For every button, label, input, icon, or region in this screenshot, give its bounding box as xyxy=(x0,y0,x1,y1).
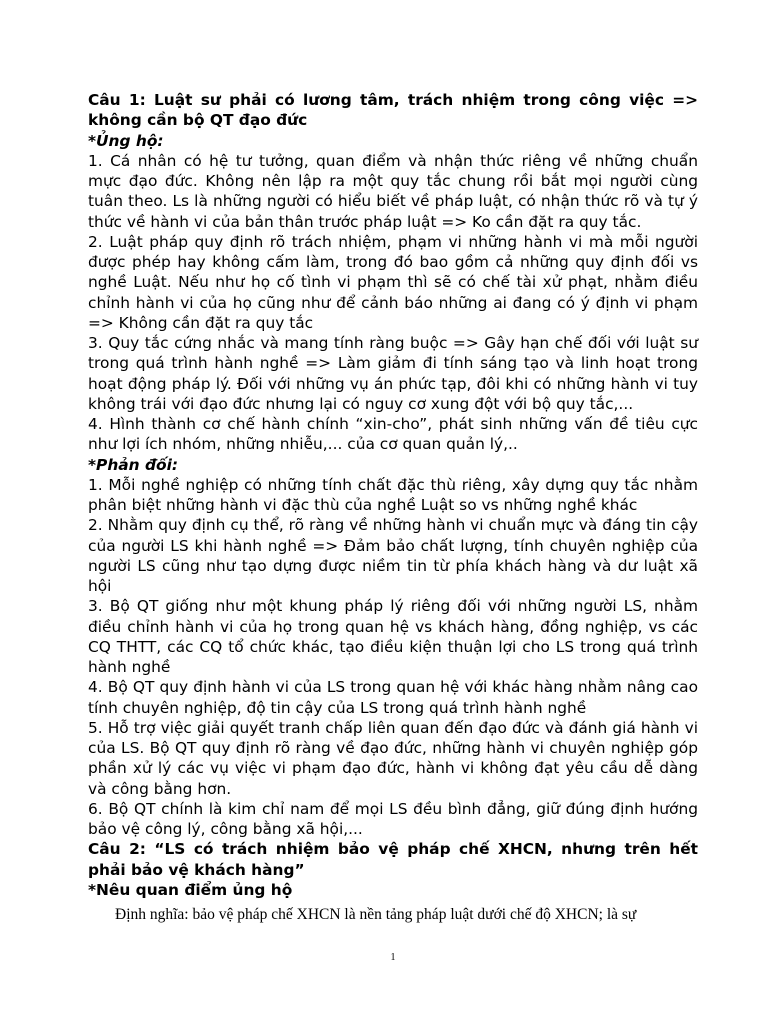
support-item-4: 4. Hình thành cơ chế hành chính “xin-cho”, phát sinh những vấn đề tiêu cực như lợi ích nhóm, những nhiễu,... của cơ quan quản lý,.. xyxy=(88,415,698,454)
support-item-1: 1. Cá nhân có hệ tư tưởng, quan điểm và nhận thức riêng về những chuẩn mực đạo đức. Không nên lập ra một quy tắc chung rồi bắt mọi người cùng tuân theo. Ls là những người có hiểu biết về pháp luật, có nhận thức rõ và tự ý thức về hành vi của bản thân trước pháp luật => Ko cần đặt ra quy tắc. xyxy=(88,151,698,231)
question-2-title: Câu 2: “LS có trách nhiệm bảo vệ pháp chế XHCN, nhưng trên hết phải bảo vệ khách hàng” xyxy=(88,840,698,879)
support-item-2: 2. Luật pháp quy định rõ trách nhiệm, phạm vi những hành vi mà mỗi người được phép hay không cấm làm, trong đó bao gồm cả những quy định đối vs nghề Luật. Nếu như họ cố tình vi phạm thì sẽ có chế tài xử phạt, nhằm điều chỉnh hành vi của họ cũng như để cảnh báo những ai đang có ý định vi phạm => Không cần đặt ra quy tắc xyxy=(88,232,698,332)
oppose-heading: *Phản đối: xyxy=(88,455,179,474)
oppose-item-1: 1. Mỗi nghề nghiệp có những tính chất đặc thù riêng, xây dựng quy tắc nhằm phân biệt những hành vi đặc thù của nghề Luật so vs những nghề khác xyxy=(88,475,698,514)
oppose-item-5: 5. Hỗ trợ việc giải quyết tranh chấp liên quan đến đạo đức và đánh giá hành vi của LS. Bộ QT quy định rõ ràng về đạo đức, những hành vi chuyên nghiệp góp phần xử lý các vụ việc vi phạm đạo đức, hành vi không đạt yêu cầu dễ dàng và công bằng hơn. xyxy=(88,718,698,798)
oppose-item-6: 6. Bộ QT chính là kim chỉ nam để mọi LS đều bình đẳng, giữ đúng định hướng bảo vệ công lý, công bằng xã hội,... xyxy=(88,799,698,838)
page-number: 1 xyxy=(390,952,396,963)
oppose-item-4: 4. Bộ QT quy định hành vi của LS trong quan hệ với khác hàng nhằm nâng cao tính chuyên nghiệp, độ tin cậy của LS trong quá trình hành nghề xyxy=(88,678,698,717)
definition-line: Định nghĩa: bảo vệ pháp chế XHCN là nền tảng pháp luật dưới chế độ XHCN; là sự xyxy=(115,906,637,923)
question-2-view-heading: *Nêu quan điểm ủng hộ xyxy=(88,880,293,899)
question-1-title: Câu 1: Luật sư phải có lương tâm, trách nhiệm trong công việc => không cần bộ QT đạo đức xyxy=(88,91,698,130)
oppose-item-3: 3. Bộ QT giống như một khung pháp lý riêng đối với những người LS, nhằm điều chỉnh hành vi của họ trong quan hệ vs khách hàng, đồng nghiệp, vs các CQ THTT, các CQ tổ chức khác, tạo điều kiện thuận lợi cho LS trong quá trình hành nghề xyxy=(88,597,698,676)
support-heading: *Ủng hộ: xyxy=(88,131,164,150)
support-item-3: 3. Quy tắc cứng nhắc và mang tính ràng buộc => Gây hạn chế đối với luật sư trong quá trình hành nghề => Làm giảm đi tính sáng tạo và linh hoạt trong hoạt động pháp lý. Đối với những vụ án phức tạp, đôi khi có những hành vi tuy không trái với đạo đức nhưng lại có nguy cơ xung đột với bộ quy tắc,... xyxy=(88,334,698,413)
oppose-item-2: 2. Nhằm quy định cụ thể, rõ ràng về những hành vi chuẩn mực và đáng tin cậy của người LS khi hành nghề => Đảm bảo chất lượng, tính chuyên nghiệp của người LS cũng như tạo dựng được niềm tin từ phía khách hàng và dư luật xã hội xyxy=(88,516,698,595)
document-body xyxy=(88,90,698,926)
